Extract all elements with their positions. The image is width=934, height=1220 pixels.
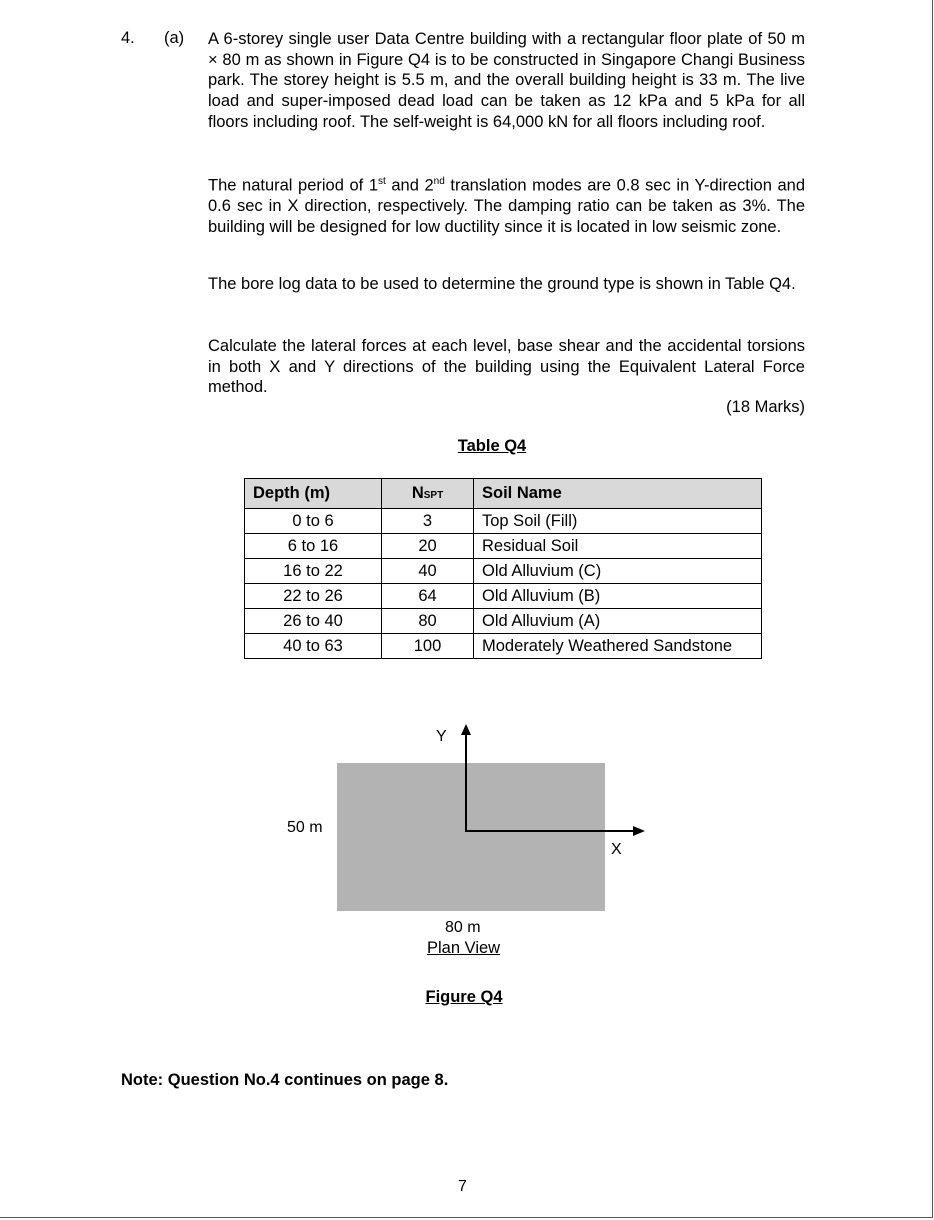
paragraph-2-text-c: translation modes are 0.8 sec in Y-direction and 0.6 sec in X direction, respectively. The damping ratio can be taken as 3%. The building will be designed for low ductility since it is located in low seismic zone.: [208, 176, 805, 236]
cell-depth: 6 to 16: [245, 534, 382, 559]
question-paragraph-3: The bore log data to be used to determine the ground type is shown in Table Q4.: [208, 275, 796, 293]
cell-nspt: 80: [382, 609, 474, 634]
plan-view-label: Plan View: [427, 939, 501, 957]
question-paragraph-2: [208, 172, 805, 238]
cell-depth: 0 to 6: [245, 509, 382, 534]
cell-nspt: 20: [382, 534, 474, 559]
cell-soil: Residual Soil: [474, 534, 762, 559]
cell-depth: 16 to 22: [245, 559, 382, 584]
cell-soil: Old Alluvium (A): [474, 609, 762, 634]
question-paragraph-1: A 6-storey single user Data Centre building with a rectangular floor plate of 50 m × 80 m as shown in Figure Q4 is to be constructed in Singapore Changi Business park. The storey height is 5.5 m, and the overall building height is 33 m. The live load and super-imposed dead load can be taken as 12 kPa and 5 kPa for all floors including roof. The self-weight is 64,000 kN for all floors including roof.: [208, 30, 805, 131]
header-depth: Depth (m): [245, 479, 382, 509]
table-row: [245, 584, 762, 609]
continuation-note: Note: Question No.4 continues on page 8.: [121, 1071, 449, 1089]
cell-soil: Top Soil (Fill): [474, 509, 762, 534]
cell-depth: 26 to 40: [245, 609, 382, 634]
y-axis-arrowhead: [461, 724, 471, 735]
cell-depth: 40 to 63: [245, 634, 382, 659]
cell-soil: Old Alluvium (B): [474, 584, 762, 609]
table-row: [245, 534, 762, 559]
header-nspt-main: N: [411, 484, 424, 502]
length-dimension-label: 80 m: [445, 919, 481, 936]
table-caption: Table Q4: [457, 437, 527, 455]
cell-nspt: 64: [382, 584, 474, 609]
marks: (18 Marks): [726, 398, 805, 416]
table-row: [245, 609, 762, 634]
x-axis-arrowhead: [633, 826, 645, 836]
table-row: [245, 559, 762, 584]
ordinal-nd: nd: [433, 176, 445, 187]
cell-soil: Old Alluvium (C): [474, 559, 762, 584]
header-nspt-sub: SPT: [423, 490, 444, 501]
paragraph-2-text-b: and 2: [385, 176, 434, 195]
table-row: [245, 509, 762, 534]
figure-caption: Figure Q4: [425, 988, 503, 1006]
table-row: [245, 634, 762, 659]
question-number: 4.: [121, 29, 135, 47]
axes-diagram: [420, 720, 660, 860]
cell-depth: 22 to 26: [245, 584, 382, 609]
y-axis-label: Y: [436, 728, 447, 745]
paragraph-2-text-a: The natural period of 1: [208, 176, 379, 195]
cell-soil: Moderately Weathered Sandstone: [474, 634, 762, 659]
cell-nspt: 100: [382, 634, 474, 659]
header-nspt: [382, 479, 474, 509]
page-number: 7: [458, 1178, 467, 1195]
header-soil-name: Soil Name: [474, 479, 762, 509]
cell-nspt: 3: [382, 509, 474, 534]
x-axis-label: X: [611, 841, 622, 858]
width-dimension-label: 50 m: [287, 819, 323, 836]
ordinal-st: st: [378, 176, 386, 187]
bore-log-table: [244, 478, 762, 659]
table-header-row: [245, 479, 762, 509]
question-part: (a): [164, 29, 185, 47]
question-paragraph-4: Calculate the lateral forces at each level, base shear and the accidental torsions in both X and Y directions of the building using the Equivalent Lateral Force method.: [208, 337, 805, 397]
cell-nspt: 40: [382, 559, 474, 584]
